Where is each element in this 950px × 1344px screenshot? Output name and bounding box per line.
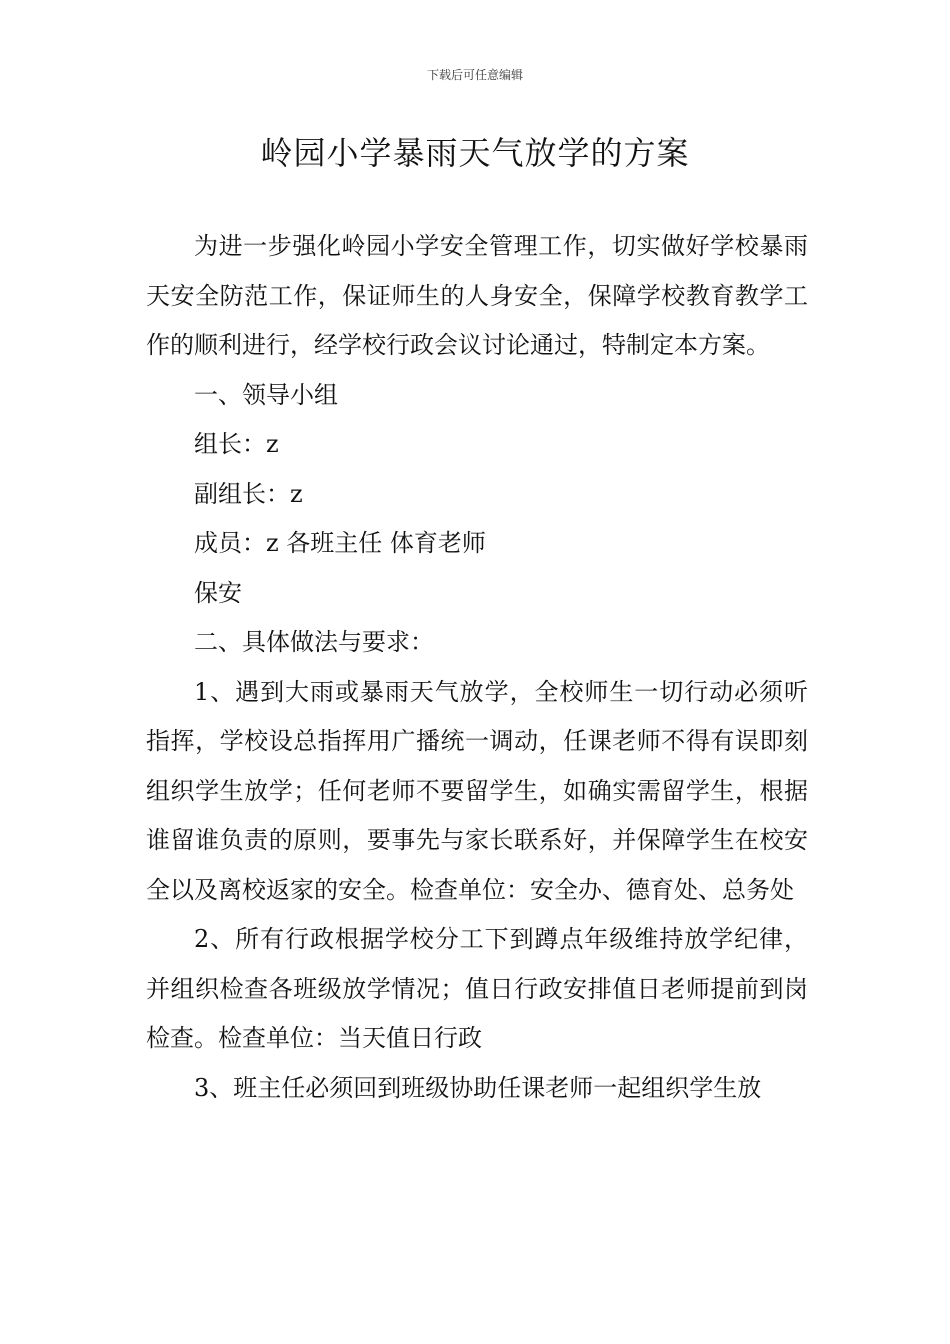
section-heading-leadership: 一、领导小组 — [194, 380, 338, 409]
paragraph-members: 成员：z 各班主任 体育老师 — [194, 529, 486, 557]
paragraph-intro: 为进一步强化岭园小学安全管理工作，切实做好学校暴雨天安全防范工作，保证师生的人身安全，保障学校教育教学工作的顺利进行，经学校行政会议讨论通过，特制定本方案。 — [146, 232, 808, 359]
paragraph-security: 保安 — [194, 578, 242, 607]
paragraph-item-2: 2、所有行政根据学校分工下到蹲点年级维持放学纪律，并组织检查各班级放学情况；值日行政安排值日老师提前到岗检查。检查单位：当天值日行政 — [146, 925, 808, 1052]
header-note: 下载后可任意编辑 — [426, 68, 523, 82]
paragraph-leader: 组长：z — [194, 430, 279, 458]
section-heading-requirements: 二、具体做法与要求： — [194, 628, 434, 656]
paragraph-deputy-leader: 副组长：z — [194, 479, 303, 508]
document-body — [146, 222, 808, 1113]
paragraph-item-3: 3、班主任必须回到班级协助任课老师一起组织学生放 — [194, 1073, 762, 1102]
paragraph-item-1: 1、遇到大雨或暴雨天气放学，全校师生一切行动必须听指挥，学校设总指挥用广播统一调动，任课老师不得有误即刻组织学生放学；任何老师不要留学生，如确实需留学生，根据谁留谁负责的原则，要事先与家长联系好，并保障学生在校安全以及离校返家的安全。检查单位：安全办、德育处、总务处 — [146, 677, 808, 904]
document-title: 岭园小学暴雨天气放学的方案 — [260, 134, 690, 172]
